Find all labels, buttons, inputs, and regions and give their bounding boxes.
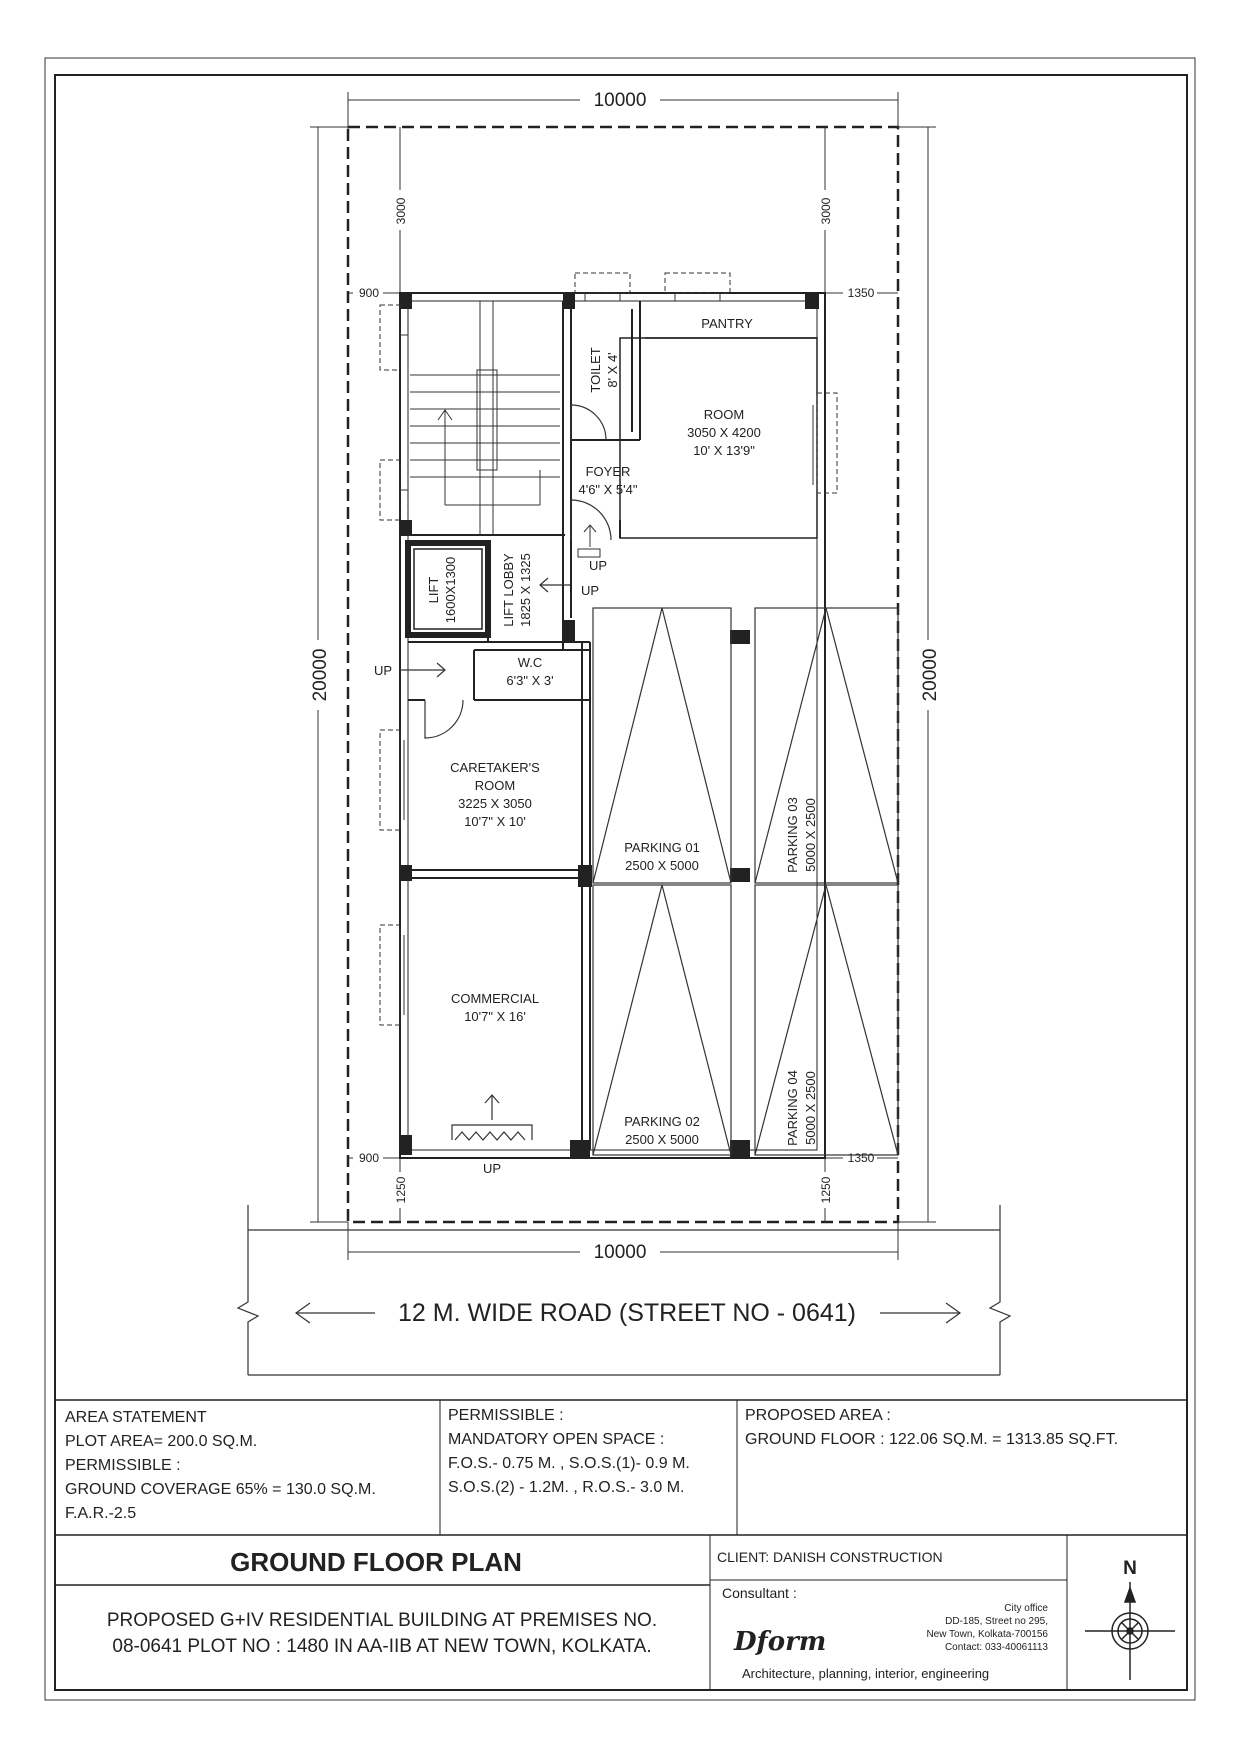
dim-width-top: 10000 <box>593 90 647 111</box>
foyer-size: 4'6" X 5'4" <box>578 482 638 497</box>
caretaker-label-2: ROOM <box>474 778 516 793</box>
client-label: CLIENT: DANISH CONSTRUCTION <box>717 1549 943 1565</box>
road-label: 12 M. WIDE ROAD (STREET NO - 0641) <box>398 1299 856 1327</box>
dim-side-left-bottom: 900 <box>358 1151 380 1165</box>
dim-height-left: 20000 <box>310 648 331 702</box>
room-size-mm: 3050 X 4200 <box>687 425 761 440</box>
title-block <box>55 1535 1175 1690</box>
office-line-3: New Town, Kolkata-700156 <box>926 1629 1048 1640</box>
toilet-label: TOILET <box>588 347 603 393</box>
project-desc-1: PROPOSED G+IV RESIDENTIAL BUILDING AT PREMISES NO. <box>106 1610 658 1631</box>
entry-arrows <box>400 578 570 1120</box>
office-line-2: DD-185, Street no 295, <box>945 1616 1048 1627</box>
columns <box>400 293 819 1158</box>
permissible-line-2: MANDATORY OPEN SPACE : <box>448 1431 665 1448</box>
parking-04-label: PARKING 04 <box>785 1070 800 1146</box>
window-frames <box>400 293 813 1015</box>
building-walls <box>400 293 825 1158</box>
road <box>238 1205 1010 1375</box>
lift-lobby-label: LIFT LOBBY <box>501 553 516 627</box>
office-line-4: Contact: 033-40061113 <box>944 1642 1048 1653</box>
parking-04-size: 5000 X 2500 <box>803 1071 818 1145</box>
area-line-5: F.A.R.-2.5 <box>65 1505 137 1522</box>
permissible-line-1: PERMISSIBLE : <box>448 1407 564 1424</box>
toilet-size: 8' X 4' <box>605 352 620 388</box>
north-label: N <box>1123 1558 1137 1579</box>
up-left-label: UP <box>373 663 392 678</box>
pantry-label: PANTRY <box>701 316 753 331</box>
lift-lobby-size: 1825 X 1325 <box>518 553 533 627</box>
outer-border <box>45 58 1195 1700</box>
area-line-3: PERMISSIBLE : <box>65 1457 181 1474</box>
plot-boundary <box>348 127 898 1222</box>
parking-01-label: PARKING 01 <box>624 840 700 855</box>
parking-01-size: 2500 X 5000 <box>625 858 699 873</box>
parking-03-label: PARKING 03 <box>785 797 800 873</box>
area-line-2: PLOT AREA= 200.0 SQ.M. <box>65 1433 258 1450</box>
caretaker-size-mm: 3225 X 3050 <box>458 796 532 811</box>
room-label: ROOM <box>703 407 745 422</box>
room-size-ft: 10' X 13'9" <box>693 443 755 458</box>
up-foyer-label: UP <box>588 558 608 573</box>
up-lobby-label: UP <box>580 583 600 598</box>
area-line-4: GROUND COVERAGE 65% = 130.0 SQ.M. <box>65 1481 376 1498</box>
dim-height-right: 20000 <box>920 648 941 702</box>
wc-label: W.C <box>517 655 543 670</box>
floor-plan <box>238 90 1010 1375</box>
parking-02-size: 2500 X 5000 <box>625 1132 699 1147</box>
consultant-tagline: Architecture, planning, interior, engineering <box>742 1666 990 1681</box>
consultant-logo: Dform <box>734 1627 827 1657</box>
dim-side-right-bottom: 1350 <box>847 1151 875 1165</box>
dim-rear-right: 1250 <box>819 1176 833 1204</box>
drawing-title: GROUND FLOOR PLAN <box>230 1547 522 1577</box>
proposed-line-2: GROUND FLOOR : 122.06 SQ.M. = 1313.85 SQ.FT. <box>745 1431 1119 1448</box>
foyer-steps <box>578 525 600 557</box>
permissible-line-4: S.O.S.(2) - 1.2M. , R.O.S.- 3.0 M. <box>448 1479 685 1496</box>
consultant-label: Consultant : <box>722 1585 797 1601</box>
office-line-1: City office <box>1004 1603 1048 1614</box>
proposed-line-1: PROPOSED AREA : <box>745 1407 891 1424</box>
caretaker-label-1: CARETAKER'S <box>450 760 540 775</box>
area-line-1: AREA STATEMENT <box>65 1409 207 1426</box>
parking-03-size: 5000 X 2500 <box>803 798 818 872</box>
dim-width-bottom: 10000 <box>593 1242 647 1263</box>
north-arrow-icon <box>1085 1582 1175 1680</box>
lift-size: 1600X1300 <box>443 556 458 624</box>
wc-size: 6'3" X 3' <box>506 673 554 688</box>
dim-side-left-top: 900 <box>358 286 380 300</box>
permissible-line-3: F.O.S.- 0.75 M. , S.O.S.(1)- 0.9 M. <box>448 1455 690 1472</box>
project-desc-2: 08-0641 PLOT NO : 1480 IN AA-IIB AT NEW TOWN, KOLKATA. <box>112 1636 652 1657</box>
dim-front-right: 3000 <box>819 197 833 225</box>
foyer-label: FOYER <box>585 464 631 479</box>
commercial-size: 10'7" X 16' <box>464 1009 526 1024</box>
staircase <box>410 301 560 535</box>
dim-rear-left: 1250 <box>394 1176 408 1204</box>
dim-side-right-top: 1350 <box>847 286 875 300</box>
area-statement <box>55 1400 1187 1535</box>
up-commercial-label: UP <box>482 1161 502 1176</box>
lift-label: LIFT <box>426 576 441 604</box>
caretaker-size-ft: 10'7" X 10' <box>464 814 526 829</box>
dim-front-left: 3000 <box>394 197 408 225</box>
commercial-label: COMMERCIAL <box>450 991 540 1006</box>
parking-02-label: PARKING 02 <box>624 1114 700 1129</box>
